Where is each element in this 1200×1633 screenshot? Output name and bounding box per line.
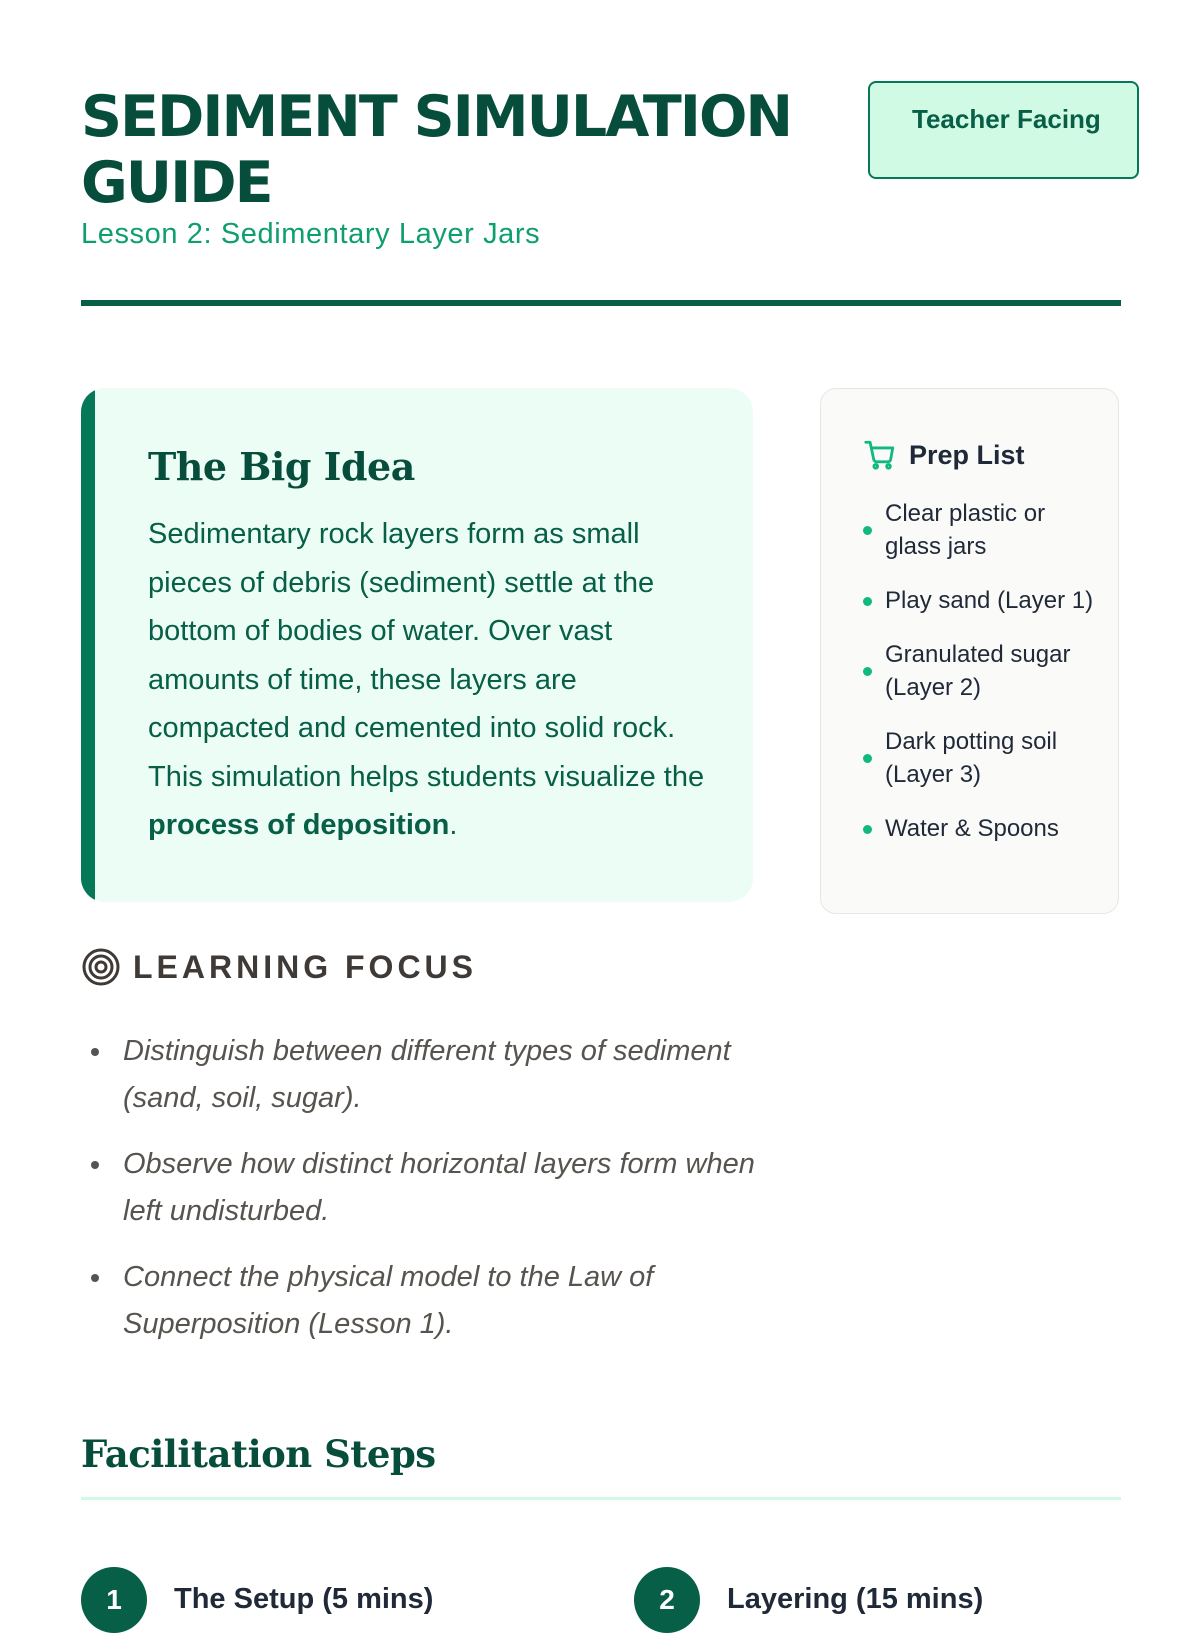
big-idea-text-emphasis: process of deposition: [148, 809, 450, 841]
bullet-dot: [863, 526, 872, 535]
prep-item: [863, 638, 1103, 704]
prep-item: [863, 725, 1103, 791]
audience-badge: Teacher Facing: [868, 81, 1139, 179]
prep-item-label: Water & Spoons: [885, 815, 1059, 842]
step-number: 1: [81, 1567, 147, 1633]
prep-item-label: Granulated sugar (Layer 2): [885, 641, 1071, 701]
target-icon: [81, 947, 121, 987]
bullet-dot: [91, 1048, 99, 1056]
learning-focus-title: LEARNING FOCUS: [133, 948, 477, 985]
focus-item-text: Observe how distinct horizontal layers form when left undisturbed.: [123, 1148, 755, 1227]
big-idea-text-end: .: [449, 809, 458, 841]
lesson-subtitle: Lesson 2: Sedimentary Layer Jars: [81, 218, 541, 250]
prep-list-title: Prep List: [909, 439, 1025, 470]
bullet-dot: [863, 754, 872, 763]
list-item: [81, 1254, 761, 1348]
bullet-dot: [863, 597, 872, 606]
prep-item: [863, 584, 1103, 617]
prep-item: [863, 497, 1103, 563]
learning-focus-list: [81, 1028, 761, 1367]
prep-items: [863, 497, 1103, 866]
prep-item-label: Clear plastic or glass jars: [885, 500, 1046, 560]
focus-item-text: Connect the physical model to the Law of Superposition (Lesson 1).: [123, 1261, 654, 1340]
bullet-dot: [91, 1161, 99, 1169]
cart-icon: [863, 438, 897, 472]
facilitation-steps-title: Facilitation Steps: [81, 1432, 436, 1476]
big-idea-text: [148, 510, 708, 850]
big-idea-text-body: Sedimentary rock layers form as small pieces of debris (sediment) settle at the bottom of bodies of water. Over vast amounts of time, these layers are compacted and cemented into solid rock. This simulation helps students visualize the: [148, 518, 705, 793]
list-item: [81, 1141, 761, 1235]
big-idea-title: The Big Idea: [148, 444, 415, 489]
big-idea-accent-bar: [81, 388, 95, 902]
step-label: The Setup (5 mins): [174, 1583, 434, 1615]
big-idea-card: [81, 388, 753, 902]
prep-item: [863, 812, 1103, 845]
step-2: [634, 1567, 983, 1633]
bullet-dot: [91, 1274, 99, 1282]
step-number: 2: [634, 1567, 700, 1633]
prep-item-label: Play sand (Layer 1): [885, 587, 1094, 614]
prep-item-label: Dark potting soil (Layer 3): [885, 728, 1058, 788]
page-title: SEDIMENT SIMULATION GUIDE: [81, 84, 792, 216]
step-label: Layering (15 mins): [727, 1583, 984, 1615]
steps-divider: [81, 1497, 1121, 1500]
prep-list-card: [820, 388, 1119, 914]
learning-focus-header: [81, 947, 477, 987]
focus-item-text: Distinguish between different types of sediment (sand, soil, sugar).: [123, 1035, 731, 1114]
list-item: [81, 1028, 761, 1122]
bullet-dot: [863, 825, 872, 834]
step-1: [81, 1567, 433, 1633]
header-divider: [81, 300, 1121, 306]
bullet-dot: [863, 667, 872, 676]
prep-list-header: [863, 435, 1025, 475]
page: [81, 0, 1121, 1615]
